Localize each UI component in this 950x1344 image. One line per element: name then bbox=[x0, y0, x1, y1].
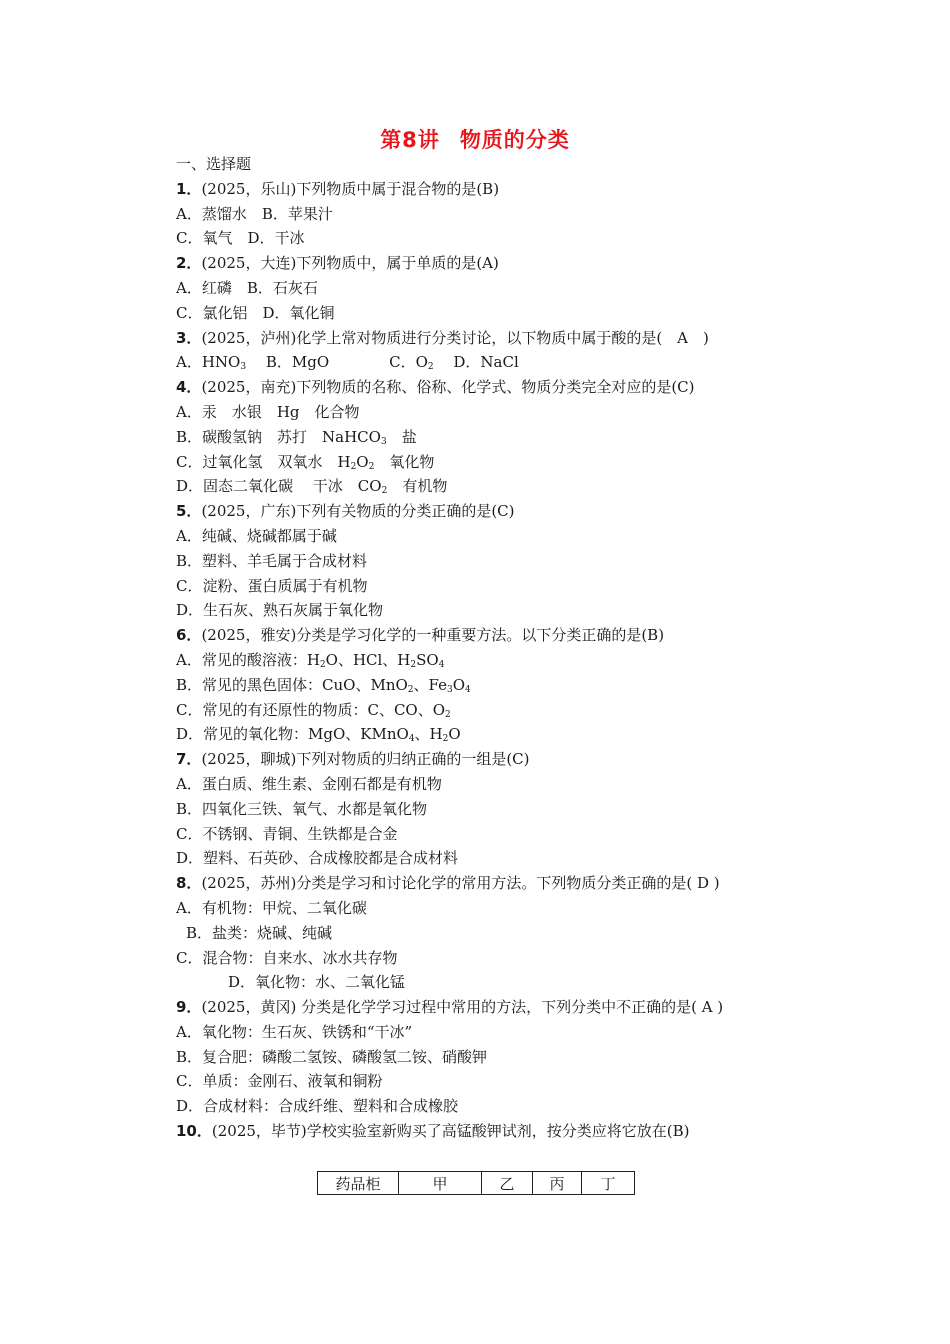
option-line: A．常见的酸溶液：$H_2O$、HCl、$H_2SO_4$ bbox=[176, 650, 445, 670]
option-line: C．混合物：自来水、冰水共存物 bbox=[176, 948, 398, 967]
question-stem: (2025，毕节)学校实验室新购买了高锰酸钾试剂，按分类应将它放在(B) bbox=[211, 1122, 690, 1141]
table-row bbox=[318, 1172, 635, 1195]
option-line: D．塑料、石英砂、合成橡胶都是合成材料 bbox=[176, 849, 459, 868]
question-3 bbox=[176, 326, 816, 351]
question-number: 2． bbox=[176, 254, 202, 273]
table-cell: 药品柜 bbox=[318, 1172, 399, 1195]
option-line: B．复合肥：磷酸二氢铵、磷酸氢二铵、硝酸钾 bbox=[176, 1047, 488, 1066]
question-list bbox=[176, 152, 816, 1144]
question-number: 5． bbox=[176, 502, 202, 521]
question-9 bbox=[176, 995, 816, 1020]
option-line: C．氯化铝 D．氧化铜 bbox=[176, 303, 335, 322]
cabinet-table bbox=[317, 1171, 635, 1195]
option-line: B．常见的黑色固体：CuO、MnO$_2$、$Fe_3O_4$ bbox=[176, 675, 471, 695]
question-stem: (2025，泸州)化学上常对物质进行分类讨论，以下物质中属于酸的是( A ) bbox=[201, 328, 709, 347]
question-stem: (2025，聊城)下列对物质的归纳正确的一组是(C) bbox=[201, 750, 530, 769]
option-line: B．四氧化三铁、氧气、水都是氧化物 bbox=[176, 799, 428, 818]
option-line: C．单质：金刚石、液氧和铜粉 bbox=[176, 1072, 383, 1091]
question-number: 3． bbox=[176, 328, 202, 347]
question-2 bbox=[176, 251, 816, 276]
table-cell: 丁 bbox=[582, 1172, 635, 1195]
question-stem: (2025，雅安)分类是学习化学的一种重要方法。以下分类正确的是(B) bbox=[201, 626, 665, 645]
option-line: D．常见的氧化物：MgO、KMnO$_4$、$H_2O$ bbox=[176, 725, 461, 745]
option-line: C．淀粉、蛋白质属于有机物 bbox=[176, 576, 368, 595]
question-stem: (2025，乐山)下列物质中属于混合物的是(B) bbox=[201, 179, 500, 198]
option-line: A．纯碱、烧碱都属于碱 bbox=[176, 526, 337, 545]
option-line: B．盐类：烧碱、纯碱 bbox=[186, 923, 333, 942]
option-line: D．合成材料：合成纤维、塑料和合成橡胶 bbox=[176, 1097, 459, 1116]
option-line: A．氧化物：生石灰、铁锈和“干冰” bbox=[176, 1022, 413, 1041]
question-stem: (2025，苏州)分类是学习和讨论化学的常用方法。下列物质分类正确的是( D ) bbox=[201, 874, 720, 893]
question-10 bbox=[176, 1119, 816, 1144]
option-line: A．红磷 B．石灰石 bbox=[176, 278, 318, 297]
option-line: C．不锈钢、青铜、生铁都是合金 bbox=[176, 824, 398, 843]
title-lecture: 第8讲 bbox=[380, 128, 440, 152]
option-line: C．过氧化氢 双氧水 $H_2O_2$ 氧化物 bbox=[176, 452, 435, 472]
section-heading: 一、选择题 bbox=[176, 155, 252, 173]
option-line: B．碳酸氢钠 苏打 NaHCO$_3$ 盐 bbox=[176, 427, 417, 447]
question-4 bbox=[176, 375, 816, 400]
question-7 bbox=[176, 747, 816, 772]
table-cell: 乙 bbox=[482, 1172, 533, 1195]
question-stem: (2025，黄冈) 分类是化学学习过程中常用的方法，下列分类中不正确的是( A ) bbox=[201, 998, 724, 1017]
table-cell: 甲 bbox=[399, 1172, 482, 1195]
question-number: 1． bbox=[176, 179, 202, 198]
option-line: D．生石灰、熟石灰属于氧化物 bbox=[176, 601, 384, 620]
question-1 bbox=[176, 177, 816, 202]
question-stem: (2025，广东)下列有关物质的分类正确的是(C) bbox=[201, 502, 515, 521]
option-line: A．蛋白质、维生素、金刚石都是有机物 bbox=[176, 774, 442, 793]
question-stem: (2025，大连)下列物质中，属于单质的是(A) bbox=[201, 254, 499, 273]
title-topic: 物质的分类 bbox=[459, 128, 570, 152]
table-cell: 丙 bbox=[533, 1172, 582, 1195]
page-title bbox=[0, 124, 950, 154]
question-number: 6． bbox=[176, 626, 202, 645]
question-stem: (2025，南充)下列物质的名称、俗称、化学式、物质分类完全对应的是(C) bbox=[201, 378, 695, 397]
option-line: C．常见的有还原性的物质：C、CO、$O_2$ bbox=[176, 700, 451, 720]
option-line: A．有机物：甲烷、二氧化碳 bbox=[176, 898, 367, 917]
question-number: 7． bbox=[176, 750, 202, 769]
question-number: 9． bbox=[176, 998, 202, 1017]
question-number: 4． bbox=[176, 378, 202, 397]
option-line: B．塑料、羊毛属于合成材料 bbox=[176, 551, 368, 570]
option-line: A．$HNO_3$ B．MgO C．$O_2$ D．NaCl bbox=[176, 353, 519, 373]
question-6 bbox=[176, 623, 816, 648]
question-5 bbox=[176, 499, 816, 524]
question-number: 10． bbox=[176, 1122, 212, 1141]
option-line: C．氧气 D．干冰 bbox=[176, 229, 305, 248]
option-line: D．固态二氧化碳 干冰 $CO_2$ 有机物 bbox=[176, 477, 448, 497]
question-8 bbox=[176, 871, 816, 896]
question-number: 8． bbox=[176, 874, 202, 893]
option-line: A．蒸馏水 B．苹果汁 bbox=[176, 204, 333, 223]
option-line: D．氧化物：水、二氧化锰 bbox=[228, 973, 406, 992]
option-line: A．汞 水银 Hg 化合物 bbox=[176, 402, 360, 421]
